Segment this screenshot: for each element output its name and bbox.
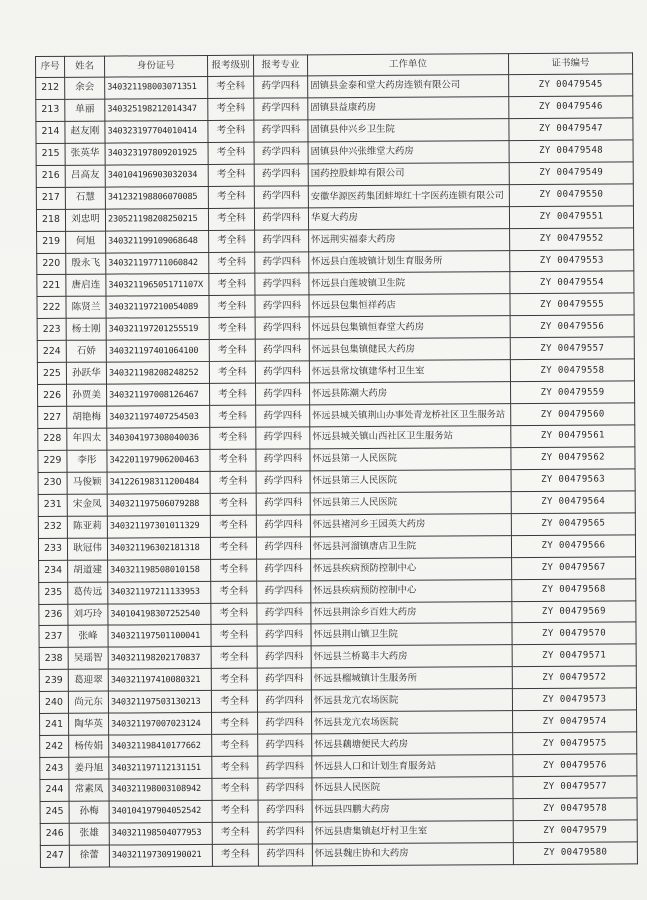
work-unit-cell: 怀远县龙亢农场医院 [311,689,512,712]
exam-major-cell: 药学四科 [255,295,309,317]
exam-major-cell: 药学四科 [258,822,312,844]
work-unit-cell: 怀远县四鹏大药房 [312,799,513,822]
cert-number-cell: ZY 00479560 [511,403,635,426]
work-unit-cell: 怀远县兰桥葛丰大药房 [311,645,512,668]
cert-number-cell: ZY 00479580 [513,842,637,865]
id-number-cell: 340321197211133953 [108,581,211,604]
exam-major-cell: 药学四科 [255,361,309,383]
id-number-cell: 340323197704010414 [105,120,208,143]
name-cell: 石慧 [65,187,105,209]
work-unit-cell: 怀远县褚河乡王园英大药房 [310,513,511,536]
serial-cell: 245 [40,801,69,823]
cert-number-cell: ZY 00479548 [509,140,633,163]
cert-number-cell: ZY 00479555 [510,293,634,316]
header-work-unit: 工作单位 [307,54,508,76]
id-number-cell: 340321198003071351 [105,76,208,99]
id-number-cell: 340321197711060842 [106,252,209,275]
serial-cell: 235 [39,582,68,604]
serial-cell: 219 [37,231,66,253]
id-number-cell: 341226198311200484 [107,471,210,494]
exam-major-cell: 药学四科 [256,449,310,471]
exam-major-cell: 药学四科 [254,164,308,186]
exam-level-cell: 考全科 [208,120,254,142]
serial-cell: 230 [38,472,67,494]
work-unit-cell: 怀远县人口和计划生育服务站 [312,755,513,778]
work-unit-cell: 固镇县仲兴乡卫生院 [308,118,509,141]
id-number-cell: 340321198504077953 [109,822,212,845]
exam-major-cell: 药学四科 [257,624,311,646]
exam-major-cell: 药学四科 [254,186,308,208]
work-unit-cell: 华夏大药房 [308,206,509,229]
exam-level-cell: 考全科 [211,668,257,690]
serial-cell: 243 [40,757,69,779]
exam-level-cell: 考全科 [212,844,258,866]
work-unit-cell: 怀远县包集恒祥药店 [309,294,510,317]
name-cell: 徐蕾 [69,845,109,867]
name-cell: 张雄 [69,823,109,845]
serial-cell: 220 [37,253,66,275]
serial-cell: 242 [40,735,69,757]
cert-number-cell: ZY 00479562 [511,447,635,470]
exam-level-cell: 考全科 [210,537,256,559]
name-cell: 李彤 [67,450,107,472]
exam-level-cell: 考全科 [208,98,254,120]
cert-number-cell: ZY 00479578 [513,798,637,821]
cert-number-cell: ZY 00479550 [509,184,633,207]
serial-cell: 240 [39,692,68,714]
name-cell: 余会 [65,77,105,99]
serial-cell: 228 [38,428,67,450]
cert-number-cell: ZY 00479563 [511,469,635,492]
exam-major-cell: 药学四科 [257,602,311,624]
serial-cell: 233 [38,538,67,560]
exam-level-cell: 考全科 [212,712,258,734]
cert-number-cell: ZY 00479574 [513,710,637,733]
name-cell: 常素凤 [69,779,109,801]
header-serial: 序号 [36,56,65,77]
cert-number-cell: ZY 00479553 [510,249,634,272]
cert-number-cell: ZY 00479573 [512,688,636,711]
serial-cell: 229 [38,450,67,472]
exam-major-cell: 药学四科 [256,405,310,427]
serial-cell: 223 [37,319,66,341]
work-unit-cell: 固镇县金泰和堂大药房连锁有限公司 [308,75,509,98]
name-cell: 陈亚莉 [67,516,107,538]
id-number-cell: 340321197008126467 [107,384,210,407]
serial-cell: 238 [39,648,68,670]
work-unit-cell: 怀远县城关镇荆山办事处青龙桥社区卫生服务站 [310,404,511,427]
name-cell: 孙梅 [69,801,109,823]
name-cell: 陈贤兰 [66,296,106,318]
cert-number-cell: ZY 00479567 [512,556,636,579]
exam-level-cell: 考全科 [211,603,257,625]
work-unit-cell: 怀远县常坟镇建华村卫生室 [309,360,510,383]
id-number-cell: 340321197506079288 [107,493,210,516]
header-exam-level: 报考级别 [207,55,253,76]
serial-cell: 222 [37,297,66,319]
cert-number-cell: ZY 00479559 [510,381,634,404]
cert-number-cell: ZY 00479579 [513,820,637,843]
id-number-cell: 340321196302181318 [107,537,210,560]
exam-major-cell: 药学四科 [257,668,311,690]
name-cell: 胡道建 [68,560,108,582]
serial-cell: 213 [36,99,65,121]
cert-number-cell: ZY 00479577 [513,776,637,799]
work-unit-cell: 怀远县陈潮大药房 [310,382,511,405]
name-cell: 唐启连 [66,275,106,297]
exam-level-cell: 考全科 [209,252,255,274]
id-number-cell: 340321197503130213 [108,691,211,714]
exam-major-cell: 药学四科 [254,98,308,120]
exam-major-cell: 药学四科 [256,471,310,493]
name-cell: 吴瑶智 [68,647,108,669]
exam-level-cell: 考全科 [209,339,255,361]
exam-level-cell: 考全科 [209,296,255,318]
serial-cell: 246 [40,823,69,845]
name-cell: 孙贾美 [67,384,107,406]
cert-number-cell: ZY 00479561 [511,425,635,448]
name-cell: 赵友刚 [65,121,105,143]
cert-number-cell: ZY 00479572 [512,666,636,689]
exam-level-cell: 考全科 [212,778,258,800]
work-unit-cell: 怀远县白莲坡镇计划生育服务所 [309,250,510,273]
work-unit-cell: 怀远县疾病预防控制中心 [311,579,512,602]
work-unit-cell: 怀远县藕塘便民大药房 [312,733,513,756]
work-unit-cell: 怀远县包集镇健民大药房 [309,338,510,361]
id-number-cell: 340304197308040036 [107,427,210,450]
exam-major-cell: 药学四科 [257,690,311,712]
exam-level-cell: 考全科 [211,647,257,669]
id-number-cell: 340321197007023124 [109,713,212,736]
serial-cell: 241 [40,713,69,735]
serial-cell: 225 [37,363,66,385]
serial-cell: 247 [40,845,69,867]
name-cell: 刘巧玲 [68,604,108,626]
cert-number-cell: ZY 00479566 [511,535,635,558]
exam-major-cell: 药学四科 [256,493,310,515]
exam-level-cell: 考全科 [208,76,254,98]
work-unit-cell: 怀远县唐集镇赵圩村卫生室 [312,820,513,843]
table-row [40,842,637,868]
id-number-cell: 340321197309190021 [109,844,212,867]
exam-major-cell: 药学四科 [258,756,312,778]
table-body [36,74,638,867]
exam-major-cell: 药学四科 [254,207,308,229]
cert-number-cell: ZY 00479570 [512,622,636,645]
name-cell: 年四太 [67,428,107,450]
name-cell: 张峰 [68,626,108,648]
serial-cell: 215 [36,143,65,165]
id-number-cell: 340321197301011329 [107,515,210,538]
id-number-cell: 340321197410080321 [108,669,211,692]
id-number-cell: 230521198208250215 [105,208,208,231]
name-cell: 杨士刚 [66,318,106,340]
work-unit-cell: 怀远县魏庄协和大药房 [312,842,513,865]
exam-major-cell: 药学四科 [255,251,309,273]
serial-cell: 221 [37,275,66,297]
work-unit-cell: 怀远县疾病预防控制中心 [311,557,512,580]
work-unit-cell: 怀远县第三人民医院 [310,469,511,492]
work-unit-cell: 怀远县荆山镇卫生院 [311,623,512,646]
exam-level-cell: 考全科 [209,317,255,339]
serial-cell: 239 [39,670,68,692]
work-unit-cell: 怀远县荆涂乡百姓大药房 [311,601,512,624]
id-number-cell: 340321199109068648 [106,230,209,253]
cert-number-cell: ZY 00479564 [511,491,635,514]
name-cell: 张英华 [65,143,105,165]
id-number-cell: 340321197501100041 [108,625,211,648]
name-cell: 胡艳梅 [67,406,107,428]
cert-number-cell: ZY 00479549 [509,162,633,185]
id-number-cell: 340321197112131151 [109,756,212,779]
name-cell: 耿冠伟 [67,538,107,560]
id-number-cell: 340325198212014347 [105,98,208,121]
exam-major-cell: 药学四科 [255,317,309,339]
exam-major-cell: 药学四科 [256,383,310,405]
work-unit-cell: 怀远县第一人民医院 [310,448,511,471]
name-cell: 尚元东 [68,691,108,713]
header-name: 姓名 [65,56,105,77]
exam-level-cell: 考全科 [208,142,254,164]
exam-major-cell: 药学四科 [258,734,312,756]
work-unit-cell: 怀远县白莲坡镇卫生院 [309,272,510,295]
serial-cell: 224 [37,341,66,363]
name-cell: 吕高友 [65,165,105,187]
serial-cell: 218 [36,209,65,231]
name-cell: 殷永飞 [66,253,106,275]
id-number-cell: 340321197210054089 [106,296,209,319]
header-cert-number: 证书编号 [508,53,632,75]
exam-level-cell: 考全科 [212,800,258,822]
name-cell: 石娇 [66,340,106,362]
header-id-number: 身份证号 [105,55,208,77]
serial-cell: 232 [38,516,67,538]
exam-level-cell: 考全科 [210,493,256,515]
id-number-cell: 340104197904052542 [109,800,212,823]
cert-number-cell: ZY 00479545 [509,74,633,97]
name-cell: 单丽 [65,99,105,121]
exam-major-cell: 药学四科 [255,229,309,251]
exam-level-cell: 考全科 [211,559,257,581]
serial-cell: 234 [39,560,68,582]
id-number-cell: 340104198307252540 [108,603,211,626]
exam-major-cell: 药学四科 [258,712,312,734]
exam-level-cell: 考全科 [210,471,256,493]
serial-cell: 236 [39,604,68,626]
serial-cell: 231 [38,494,67,516]
name-cell: 马俊颖 [67,472,107,494]
id-number-cell: 340321198410177662 [109,735,212,758]
work-unit-cell: 怀远县包集镇恒春堂大药房 [309,316,510,339]
serial-cell: 237 [39,626,68,648]
serial-cell: 212 [36,77,65,99]
cert-number-cell: ZY 00479554 [510,271,634,294]
cert-number-cell: ZY 00479557 [510,337,634,360]
name-cell: 葛迎翠 [68,669,108,691]
work-unit-cell: 怀远县第三人民医院 [310,491,511,514]
certificate-table [35,52,638,867]
id-number-cell: 340323197809201925 [105,142,208,165]
exam-major-cell: 药学四科 [257,646,311,668]
serial-cell: 216 [36,165,65,187]
exam-major-cell: 药学四科 [255,339,309,361]
cert-number-cell: ZY 00479576 [513,754,637,777]
cert-number-cell: ZY 00479546 [509,96,633,119]
work-unit-cell: 怀远县龙亢农场医院 [312,711,513,734]
cert-number-cell: ZY 00479565 [511,513,635,536]
work-unit-cell: 怀远县榴城镇计生服务所 [311,667,512,690]
cert-number-cell: ZY 00479551 [509,205,633,228]
exam-major-cell: 药学四科 [254,142,308,164]
exam-major-cell: 药学四科 [258,844,312,866]
exam-major-cell: 药学四科 [256,537,310,559]
exam-level-cell: 考全科 [210,427,256,449]
id-number-cell: 340321198003108942 [109,778,212,801]
exam-level-cell: 考全科 [210,515,256,537]
id-number-cell: 342201197906200463 [107,449,210,472]
cert-number-cell: ZY 00479556 [510,315,634,338]
id-number-cell: 340321198208248252 [106,362,209,385]
serial-cell: 214 [36,121,65,143]
work-unit-cell: 安徽华源医药集团蚌埠红十字医药连锁有限公司 [308,184,509,207]
id-number-cell: 340321196505171107X [106,274,209,297]
name-cell: 姜丹旭 [69,757,109,779]
id-number-cell: 340104196903032034 [105,164,208,187]
serial-cell: 227 [38,406,67,428]
name-cell: 何旭 [66,231,106,253]
cert-number-cell: ZY 00479547 [509,118,633,141]
cert-number-cell: ZY 00479571 [512,644,636,667]
exam-level-cell: 考全科 [208,208,254,230]
id-number-cell: 341232198806070085 [105,186,208,209]
work-unit-cell: 固镇县益康药房 [308,97,509,120]
serial-cell: 226 [38,384,67,406]
exam-major-cell: 药学四科 [254,76,308,98]
serial-cell: 217 [36,187,65,209]
exam-major-cell: 药学四科 [258,778,312,800]
work-unit-cell: 怀远县城关镇山西社区卫生服务站 [310,426,511,449]
exam-major-cell: 药学四科 [257,580,311,602]
exam-level-cell: 考全科 [212,756,258,778]
work-unit-cell: 怀远县河溜镇唐店卫生院 [310,535,511,558]
name-cell: 刘忠明 [65,209,105,231]
name-cell: 陶华英 [69,713,109,735]
exam-level-cell: 考全科 [210,383,256,405]
exam-major-cell: 药学四科 [254,120,308,142]
exam-level-cell: 考全科 [212,734,258,756]
exam-level-cell: 考全科 [210,449,256,471]
exam-level-cell: 考全科 [211,625,257,647]
name-cell: 葛传远 [68,582,108,604]
cert-number-cell: ZY 00479568 [512,578,636,601]
exam-level-cell: 考全科 [212,822,258,844]
exam-level-cell: 考全科 [208,164,254,186]
exam-major-cell: 药学四科 [256,427,310,449]
exam-major-cell: 药学四科 [255,273,309,295]
id-number-cell: 340321198508010158 [108,559,211,582]
cert-number-cell: ZY 00479552 [510,227,634,250]
name-cell: 孙跃华 [66,362,106,384]
cert-number-cell: ZY 00479569 [512,600,636,623]
name-cell: 宋金凤 [67,494,107,516]
exam-major-cell: 药学四科 [256,515,310,537]
id-number-cell: 340321198202170837 [108,647,211,670]
exam-major-cell: 药学四科 [258,800,312,822]
work-unit-cell: 怀远县人民医院 [312,777,513,800]
id-number-cell: 340321197201255519 [106,318,209,341]
header-exam-major: 报考专业 [253,55,307,76]
exam-level-cell: 考全科 [211,690,257,712]
exam-level-cell: 考全科 [209,361,255,383]
exam-major-cell: 药学四科 [257,558,311,580]
cert-number-cell: ZY 00479575 [513,732,637,755]
exam-level-cell: 考全科 [208,186,254,208]
name-cell: 杨传娟 [69,735,109,757]
work-unit-cell: 国药控股蚌埠有限公司 [308,162,509,185]
exam-level-cell: 考全科 [209,274,255,296]
exam-level-cell: 考全科 [211,581,257,603]
cert-number-cell: ZY 00479558 [510,359,634,382]
serial-cell: 244 [40,779,69,801]
work-unit-cell: 怀远荆实福泰大药房 [309,228,510,251]
exam-level-cell: 考全科 [210,405,256,427]
id-number-cell: 340321197401064100 [106,340,209,363]
exam-level-cell: 考全科 [209,230,255,252]
work-unit-cell: 固镇县仲兴张维堂大药房 [308,140,509,163]
id-number-cell: 340321197407254503 [107,406,210,429]
